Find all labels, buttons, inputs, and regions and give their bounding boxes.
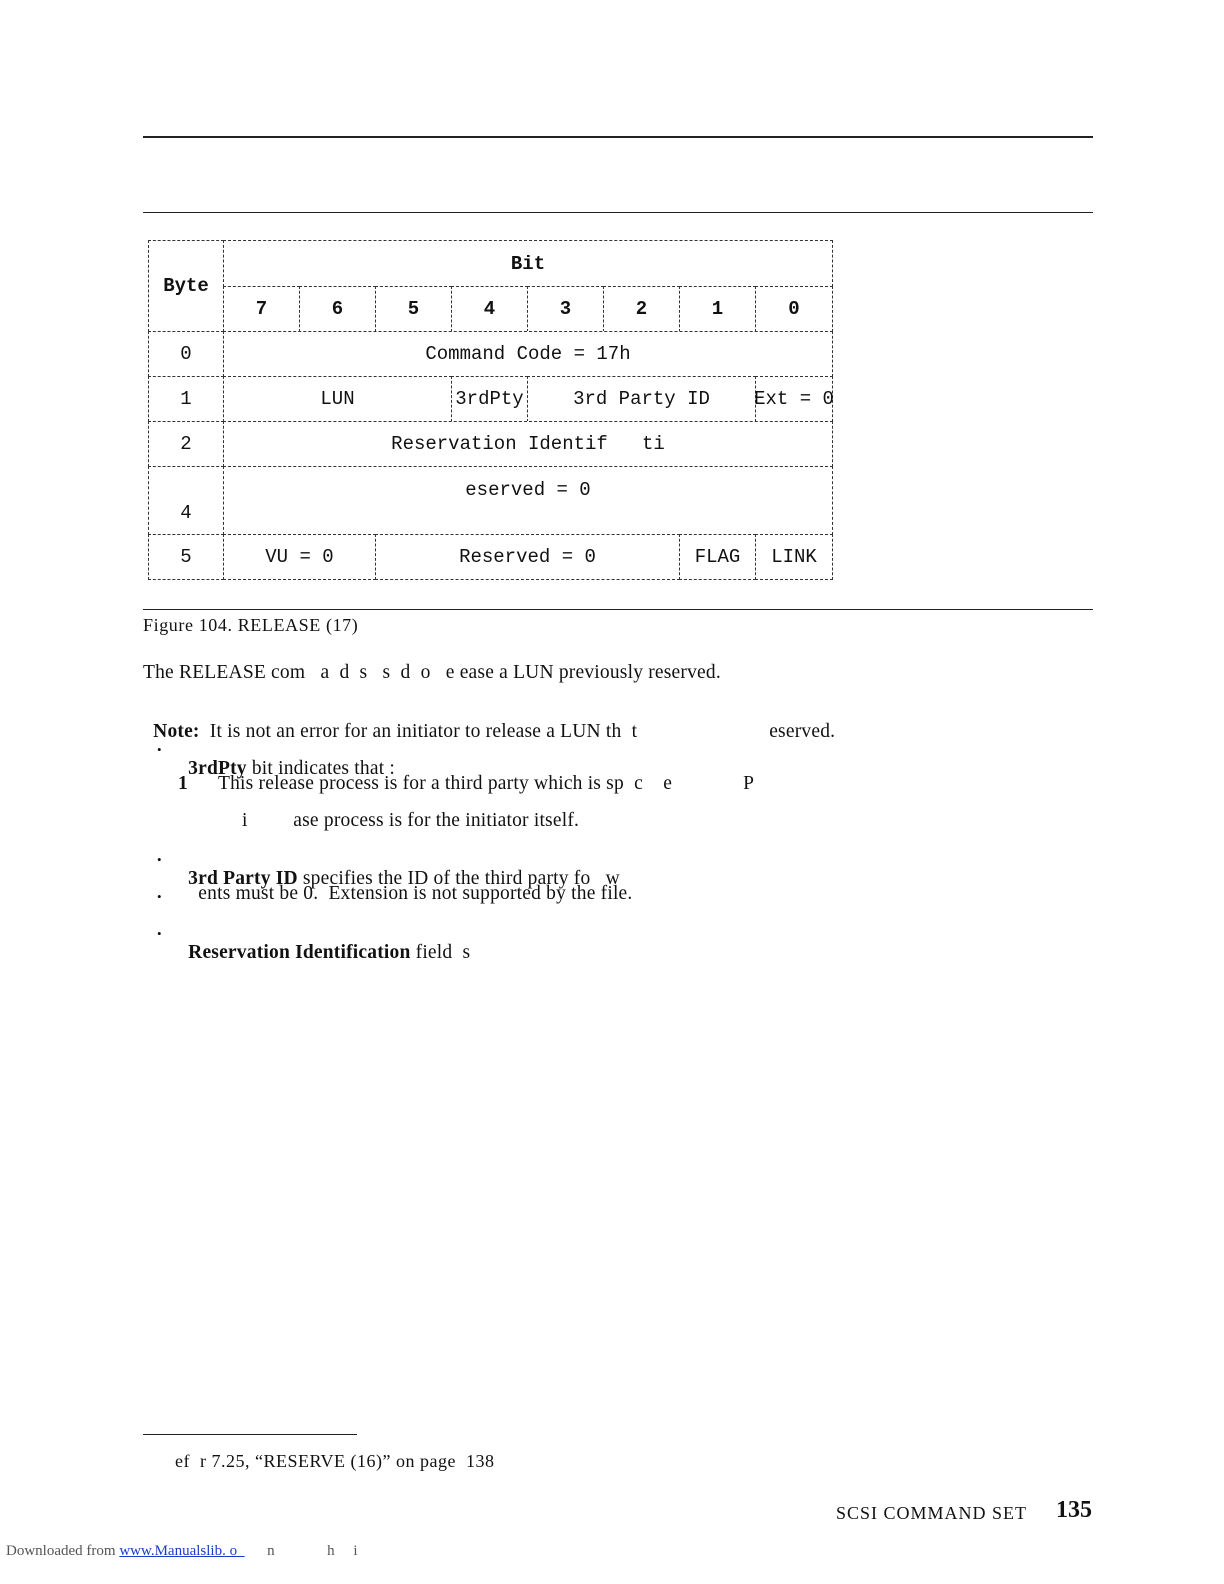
bit-6-cell <box>299 286 376 332</box>
bit-5-cell <box>375 286 452 332</box>
row0-command-code-cell <box>223 331 833 377</box>
bit-1-cell <box>679 286 756 332</box>
row5-reserved-cell <box>375 534 680 580</box>
bullet-dot: • <box>157 852 162 867</box>
bullet-dot: • <box>157 742 162 757</box>
figure-caption: Figure 104. RELEASE (17) <box>143 615 359 635</box>
bit-label: 5 <box>407 298 420 320</box>
header-bit-cell <box>223 240 833 287</box>
reservation-id-label: Reservation Identif ti <box>391 433 665 455</box>
ext-label: Ext = 0 <box>754 388 834 410</box>
bit-label: 2 <box>635 298 648 320</box>
link-label: LINK <box>771 546 817 568</box>
vu-label: VU = 0 <box>265 546 334 568</box>
byte-number: 0 <box>180 343 192 365</box>
bullet-reservation-id-bold: Reservation Identification <box>188 942 411 963</box>
bit-label: 0 <box>788 298 800 320</box>
header-byte-cell <box>148 240 224 332</box>
manualslib-link[interactable]: www.Manualslib. o <box>119 1543 245 1559</box>
sub-item-1-number <box>178 773 188 795</box>
bit-label: 6 <box>331 298 344 320</box>
download-suffix: n h i <box>244 1543 358 1559</box>
row1-3rd-party-id-cell <box>527 376 756 422</box>
bit-2-cell <box>603 286 680 332</box>
bit-7-cell <box>223 286 300 332</box>
row1-lun-cell <box>223 376 452 422</box>
row1-byte-cell <box>148 376 224 422</box>
3rdpty-label: 3rdPty <box>455 388 524 410</box>
note-label: Note: <box>153 721 200 742</box>
byte-number: 5 <box>180 546 192 568</box>
header-byte-label: Byte <box>163 275 209 297</box>
byte-number: 1 <box>180 388 192 410</box>
row1-ext-cell <box>755 376 833 422</box>
header-bit-label: Bit <box>510 252 546 275</box>
row1-3rdpty-cell <box>451 376 528 422</box>
row2-byte-cell <box>148 421 224 467</box>
bit-4-cell <box>451 286 528 332</box>
sub-item-number: 1 <box>178 773 188 794</box>
intro-paragraph: The RELEASE com a d s s d o e ease a LUN previously reserved. <box>143 662 721 683</box>
release-command-table <box>148 240 834 580</box>
row5-vu-cell <box>223 534 376 580</box>
row5-byte-cell <box>148 534 224 580</box>
byte-number: 4 <box>180 502 192 524</box>
download-line <box>6 1543 358 1560</box>
flag-label: FLAG <box>694 546 741 568</box>
bullet-3rd-party-id-text: specifies the ID of the third party fo w <box>297 868 620 889</box>
bit-label: 4 <box>483 298 496 320</box>
reserved-label: eserved = 0 <box>465 479 591 501</box>
row2-reservation-id-cell <box>223 421 833 467</box>
footer-section-title: SCSI COMMAND SET <box>836 1503 1028 1523</box>
section-rule <box>143 212 1093 213</box>
download-prefix: Downloaded from <box>6 1543 120 1559</box>
bullet-reservation-id-text: field s <box>410 942 471 963</box>
figure-rule <box>143 609 1093 610</box>
note-text: It is not an error for an initiator to release a LUN th t eserved. <box>199 721 836 742</box>
footnote: ef r 7.25, “RESERVE (16)” on page 138 <box>175 1451 495 1471</box>
bit-3-cell <box>527 286 604 332</box>
footnote-rule <box>143 1434 357 1435</box>
row34-byte-cell <box>148 466 224 535</box>
bit-label: 7 <box>255 298 268 320</box>
bit-0-cell <box>755 286 833 332</box>
sub-item-2-text: i ase process is for the initiator itself. <box>242 810 580 831</box>
bullet-3rd-party-id-bold: 3rd Party ID <box>188 868 298 889</box>
page-number: 135 <box>1056 1497 1092 1523</box>
command-code-label: Command Code = 17h <box>425 343 631 365</box>
bullet-dot: • <box>157 889 162 904</box>
sub-item-1-text: This release process is for a third party which is sp c e P <box>218 773 755 794</box>
bullet-extension: ents must be 0. Extension is not supported by the file. <box>178 883 633 904</box>
bit-label: 1 <box>711 298 724 320</box>
row5-flag-cell <box>679 534 756 580</box>
bullet-dot: • <box>157 926 162 941</box>
bullet-reservation-id <box>178 920 470 964</box>
reserved-label: Reserved = 0 <box>459 546 596 568</box>
row34-reserved-cell <box>223 466 833 535</box>
bullet-3rdpty-bold: 3rdPty <box>188 758 247 779</box>
byte-number: 2 <box>180 433 192 455</box>
top-rule <box>143 136 1093 138</box>
row0-byte-cell <box>148 331 224 377</box>
row5-link-cell <box>755 534 833 580</box>
3rd-party-id-label: 3rd Party ID <box>573 388 710 410</box>
bit-label: 3 <box>559 298 572 320</box>
lun-label: LUN <box>320 388 355 410</box>
bullet-3rdpty-text: bit indicates that : <box>246 758 396 779</box>
